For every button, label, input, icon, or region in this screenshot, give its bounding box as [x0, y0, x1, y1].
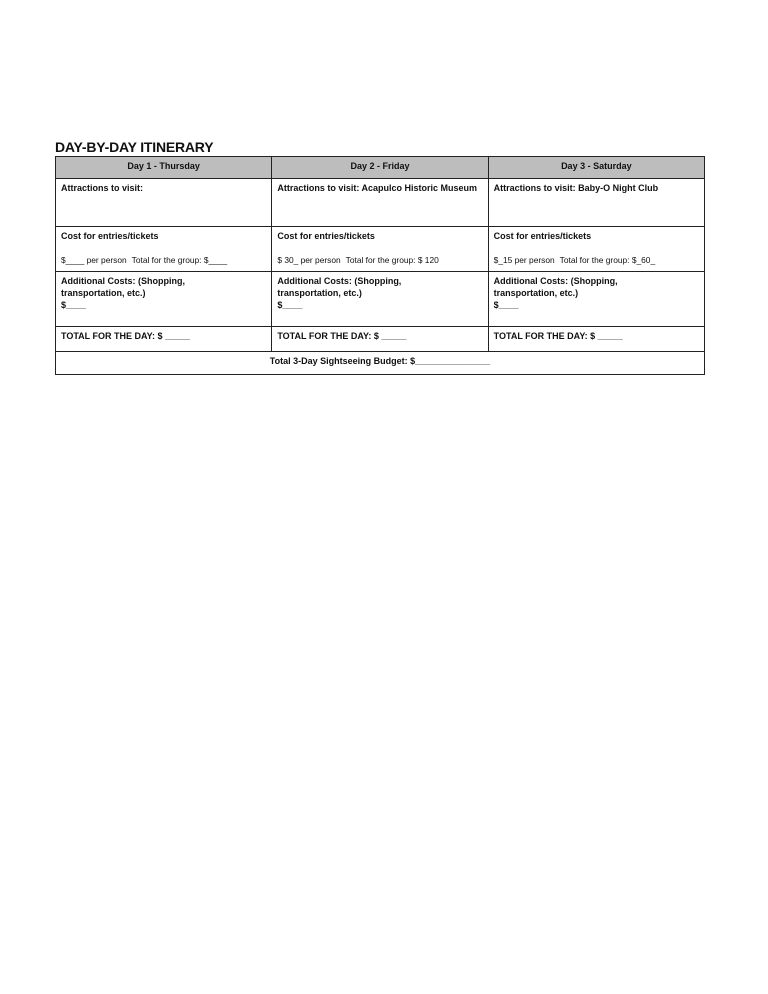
- day-3-additional: [488, 272, 704, 327]
- cost-row: [56, 227, 705, 272]
- day-2-cost-total: Total for the group: $ 120: [345, 255, 439, 265]
- day-1-additional-line-2: transportation, etc.): [61, 288, 146, 298]
- day-2-cost-label: Cost for entries/tickets: [277, 231, 375, 241]
- day-2-cost-per-person: $ 30_ per person: [277, 255, 341, 265]
- day-3-cost-total: Total for the group: $_60_: [559, 255, 656, 265]
- day-2-additional-line-3: $____: [277, 300, 303, 310]
- day-3-attractions: Attractions to visit: Baby-O Night Club: [488, 179, 704, 227]
- day-3-additional-line-3: $____: [493, 300, 519, 310]
- day-1-cost-cell: [56, 227, 272, 272]
- attractions-row: [56, 179, 705, 227]
- day-1-cost-line: [61, 254, 266, 266]
- day-2-total: TOTAL FOR THE DAY: $ _____: [272, 327, 488, 352]
- day-1-cost-per-person: $____ per person: [61, 255, 127, 265]
- day-total-row: [56, 327, 705, 352]
- page-title: DAY-BY-DAY ITINERARY: [55, 139, 214, 155]
- day-2-header: Day 2 - Friday: [272, 157, 488, 179]
- day-1-total: TOTAL FOR THE DAY: $ _____: [56, 327, 272, 352]
- day-2-additional-line-1: Additional Costs: (Shopping,: [277, 276, 402, 286]
- day-2-cost-line: [277, 254, 482, 266]
- day-3-cost-cell: [488, 227, 704, 272]
- day-1-cost-total: Total for the group: $____: [131, 255, 228, 265]
- day-2-attractions: Attractions to visit: Acapulco Historic Museum: [272, 179, 488, 227]
- day-1-additional: [56, 272, 272, 327]
- budget-row: [56, 352, 705, 375]
- day-2-additional: [272, 272, 488, 327]
- day-1-additional-line-3: $____: [61, 300, 87, 310]
- day-3-cost-label: Cost for entries/tickets: [493, 231, 592, 241]
- additional-costs-row: [56, 272, 705, 327]
- day-3-cost-per-person: $_15 per person: [493, 255, 555, 265]
- day-3-additional-line-1: Additional Costs: (Shopping,: [493, 276, 618, 286]
- day-1-attractions: Attractions to visit:: [56, 179, 272, 227]
- header-row: [56, 157, 705, 179]
- day-2-cost-cell: [272, 227, 488, 272]
- day-2-additional-line-2: transportation, etc.): [277, 288, 362, 298]
- day-1-header: Day 1 - Thursday: [56, 157, 272, 179]
- itinerary-table: [55, 156, 705, 375]
- day-3-total: TOTAL FOR THE DAY: $ _____: [488, 327, 704, 352]
- day-1-additional-line-1: Additional Costs: (Shopping,: [61, 276, 185, 286]
- day-3-cost-line: [494, 254, 699, 266]
- day-3-additional-line-2: transportation, etc.): [493, 288, 579, 298]
- sightseeing-budget: Total 3-Day Sightseeing Budget: $_______________: [56, 352, 705, 375]
- day-3-header: Day 3 - Saturday: [488, 157, 704, 179]
- day-1-cost-label: Cost for entries/tickets: [61, 231, 159, 241]
